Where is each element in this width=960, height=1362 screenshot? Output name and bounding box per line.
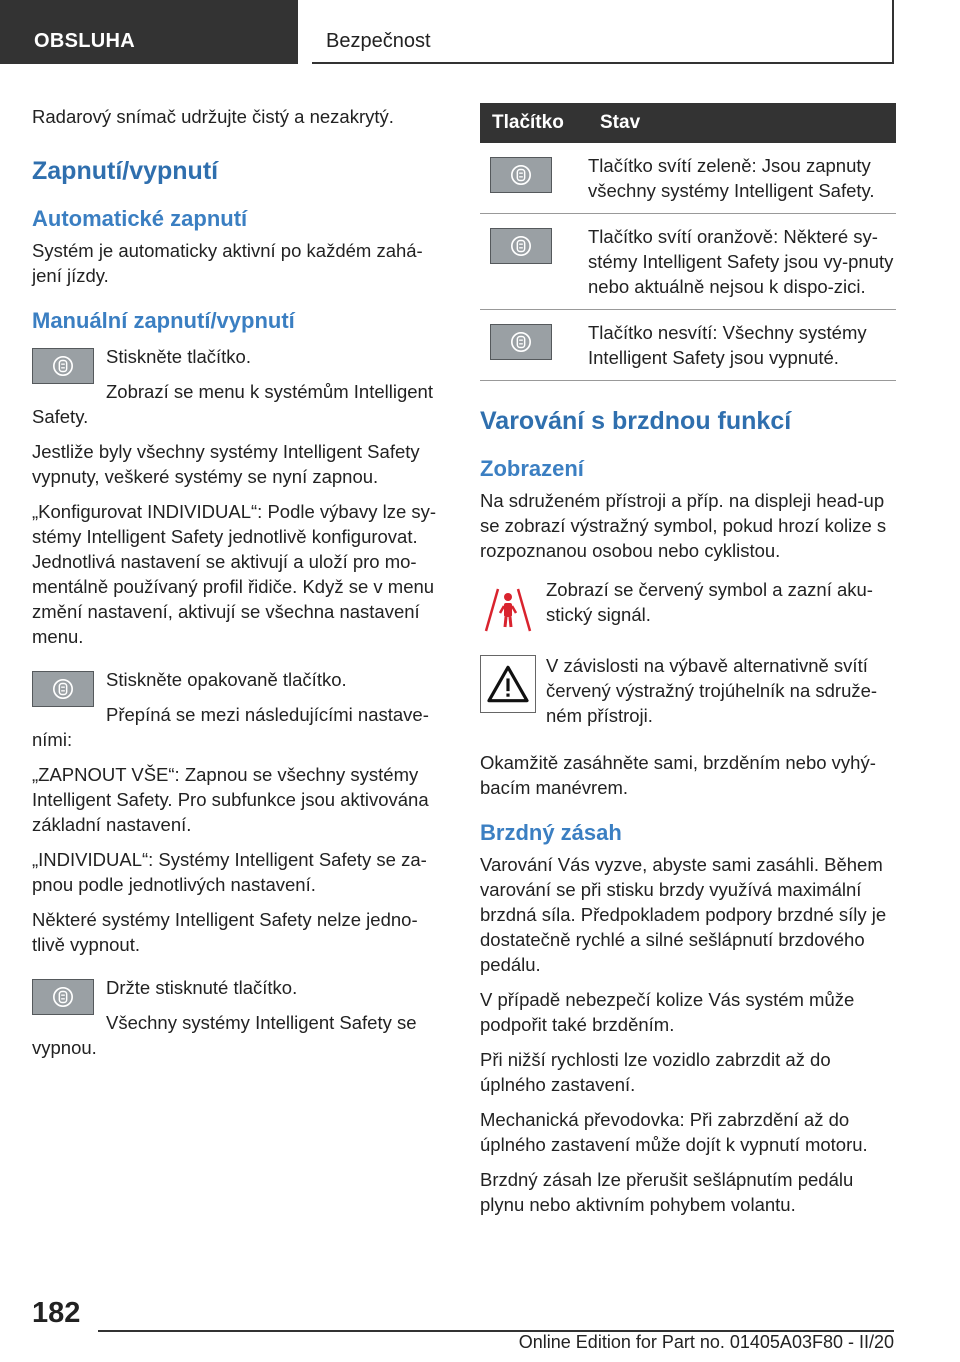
heading-auto-on: Automatické zapnutí [32, 206, 248, 231]
pedestrian-warning-icon [480, 579, 536, 637]
step-press-button [32, 344, 446, 439]
warning-triangle-text: V závislosti na výbavě alternativně svítí červený výstražný trojúhelník na sdruže-ném přístroji. [546, 655, 878, 726]
all-off-text: Jestliže byly všechny systémy Intelligent Safety vypnuty, veškeré systémy se nyní zapnou. [32, 441, 420, 487]
state-text: Tlačítko svítí zeleně: Jsou zapnuty všechny systémy Intelligent Safety. [588, 143, 896, 214]
intervention-text-3: Při nižší rychlosti lze vozidlo zabrzdit až do úplného zastavení. [480, 1049, 831, 1095]
configure-text: „Konfigurovat INDIVIDUAL“: Podle výbavy lze sy-stémy Intelligent Safety jednotlivě konfigurovat. Jednotlivá nastavení se aktivují a uloží pro mo-mentálně používaný profil řidiče. Když se v menu změní nastavení, aktivují se všechna nastavení menu. [32, 501, 437, 647]
left-column [32, 100, 446, 1070]
intelligent-safety-button-icon [32, 348, 94, 384]
table-row [480, 214, 896, 310]
section-tab [0, 0, 298, 64]
state-text: Tlačítko svítí oranžově: Některé sy-stémy Intelligent Safety jsou vy-pnuty nebo aktuálně nejsou k dispo-zici. [588, 214, 896, 310]
heading-display: Zobrazení [480, 456, 584, 481]
col-button-header: Tlačítko [480, 103, 588, 143]
step-repeat-text: Stiskněte opakovaně tlačítko. [106, 669, 347, 690]
table-header-row [480, 103, 896, 143]
intervention-text-5: Brzdný zásah lze přerušit sešlápnutím pedálu plynu nebo aktivním pohybem volantu. [480, 1169, 854, 1215]
display-text: Na sdruženém přístroji a příp. na displeji head-up se zobrazí výstražný symbol, pokud hrozí kolize s rozpoznanou osobou nebo cyklistou. [480, 490, 887, 561]
all-on-text: „ZAPNOUT VŠE“: Zapnou se všechny systémy Intelligent Safety. Pro subfunkce jsou aktivována základní nastavení. [32, 764, 429, 835]
state-text: Tlačítko nesvítí: Všechny systémy Intelligent Safety jsou vypnuté. [588, 310, 896, 381]
page-number: 182 [32, 1297, 81, 1329]
intervention-text-4: Mechanická převodovka: Při zabrzdění až do úplného zastavení může dojít k vypnutí motoru. [480, 1109, 868, 1155]
intervention-text-2: V případě nebezpečí kolize Vás systém může podpořit také brzděním. [480, 989, 855, 1035]
intro-text: Radarový snímač udržujte čistý a nezakrytý. [32, 106, 394, 127]
chapter-tab [312, 0, 894, 64]
step-press-repeat [32, 667, 446, 762]
auto-on-text: Systém je automaticky aktivní po každém zahá-jení jízdy. [32, 240, 423, 286]
table-row [480, 310, 896, 381]
step-press-text: Stiskněte tlačítko. [106, 346, 251, 367]
step-hold-button [32, 975, 446, 1070]
intervention-text-1: Varování Vás vyzve, abyste sami zasáhli. Během varování se při stisku brzdy využívá maximální brzdná síla. Předpokladem podpory brzdné síly je dostatečně rychlé a silné sešlápnutí brzdového pedálu. [480, 854, 887, 975]
heading-brake-warning: Varování s brzdnou funkcí [480, 407, 792, 435]
heading-brake-intervention: Brzdný zásah [480, 820, 622, 845]
warning-triangle-icon [480, 655, 536, 713]
warning-red-symbol-block [480, 577, 896, 641]
step-hold-text: Držte stisknuté tlačítko. [106, 977, 298, 998]
step-repeat-desc: Přepíná se mezi následujícími nastave-ními: [32, 704, 429, 750]
table-row [480, 143, 896, 214]
heading-on-off: Zapnutí/vypnutí [32, 157, 219, 185]
intelligent-safety-button-icon [490, 157, 552, 193]
some-systems-text: Některé systémy Intelligent Safety nelze jedno-tlivě vypnout. [32, 909, 418, 955]
chapter-title: Bezpečnost [326, 30, 431, 52]
edition-text: Online Edition for Part no. 01405A03F80 - II/20 [518, 1332, 894, 1352]
intelligent-safety-button-icon [32, 979, 94, 1015]
col-state-header: Stav [588, 103, 896, 143]
warning-triangle-block [480, 653, 896, 738]
warning-red-text: Zobrazí se červený symbol a zazní aku-stický signál. [546, 579, 873, 625]
step-press-desc: Zobrazí se menu k systémům Intelligent Safety. [32, 381, 433, 427]
intelligent-safety-button-icon [490, 324, 552, 360]
heading-manual-on-off: Manuální zapnutí/vypnutí [32, 308, 295, 333]
intelligent-safety-button-icon [32, 671, 94, 707]
step-hold-desc: Všechny systémy Intelligent Safety se vypnou. [32, 1012, 417, 1058]
brake-now-text: Okamžitě zasáhněte sami, brzděním nebo vyhý-bacím manévrem. [480, 752, 876, 798]
intelligent-safety-button-icon [490, 228, 552, 264]
right-column [480, 103, 896, 1227]
section-title: OBSLUHA [34, 30, 135, 52]
button-state-table [480, 103, 896, 381]
individual-text: „INDIVIDUAL“: Systémy Intelligent Safety se za-pnou podle jednotlivých nastavení. [32, 849, 427, 895]
